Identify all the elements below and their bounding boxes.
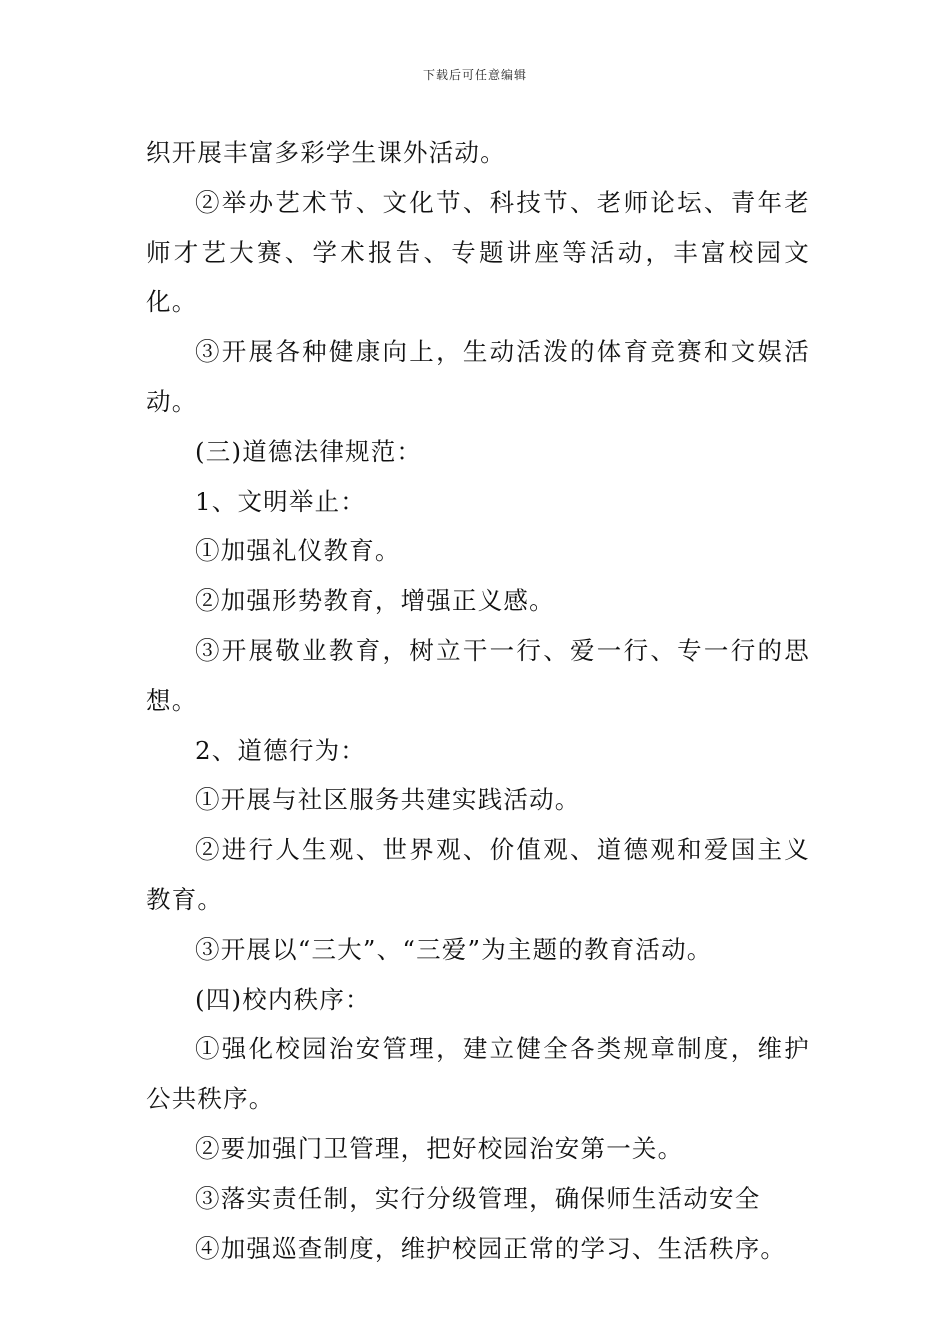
subsection-heading: 2、道德行为： xyxy=(195,735,366,765)
page-header-note: 下载后可任意编辑 xyxy=(422,68,527,82)
list-item: ④加强巡查制度，维护校园正常的学习、生活秩序。 xyxy=(195,1233,787,1263)
paragraph: ③开展各种健康向上，生动活泼的体育竞赛和文娱活动。 xyxy=(146,337,810,416)
paragraph: ②举办艺术节、文化节、科技节、老师论坛、青年老师才艺大赛、学术报告、专题讲座等活动，丰富校园文化。 xyxy=(146,187,810,317)
subsection-heading: 1、文明举止： xyxy=(195,486,366,516)
section-heading: (三)道德法律规范： xyxy=(195,436,423,466)
list-item: ①加强礼仪教育。 xyxy=(195,536,401,566)
list-item: ③开展敬业教育，树立干一行、爱一行、专一行的思想。 xyxy=(146,635,810,715)
list-item: ②加强形势教育，增强正义感。 xyxy=(195,586,555,616)
section-heading: (四)校内秩序： xyxy=(195,984,371,1014)
document-body xyxy=(146,128,810,1273)
list-item: ②进行人生观、世界观、价值观、道德观和爱国主义教育。 xyxy=(146,835,810,914)
list-item: ③开展以“三大”、“三爱”为主题的教育活动。 xyxy=(195,934,713,964)
list-item: ③落实责任制，实行分级管理，确保师生活动安全 xyxy=(195,1183,761,1213)
list-item: ①强化校园治安管理，建立健全各类规章制度，维护公共秩序。 xyxy=(146,1034,810,1114)
paragraph: 织开展丰富多彩学生课外活动。 xyxy=(146,138,506,167)
list-item: ②要加强门卫管理，把好校园治安第一关。 xyxy=(195,1133,684,1163)
list-item: ①开展与社区服务共建实践活动。 xyxy=(195,785,581,815)
